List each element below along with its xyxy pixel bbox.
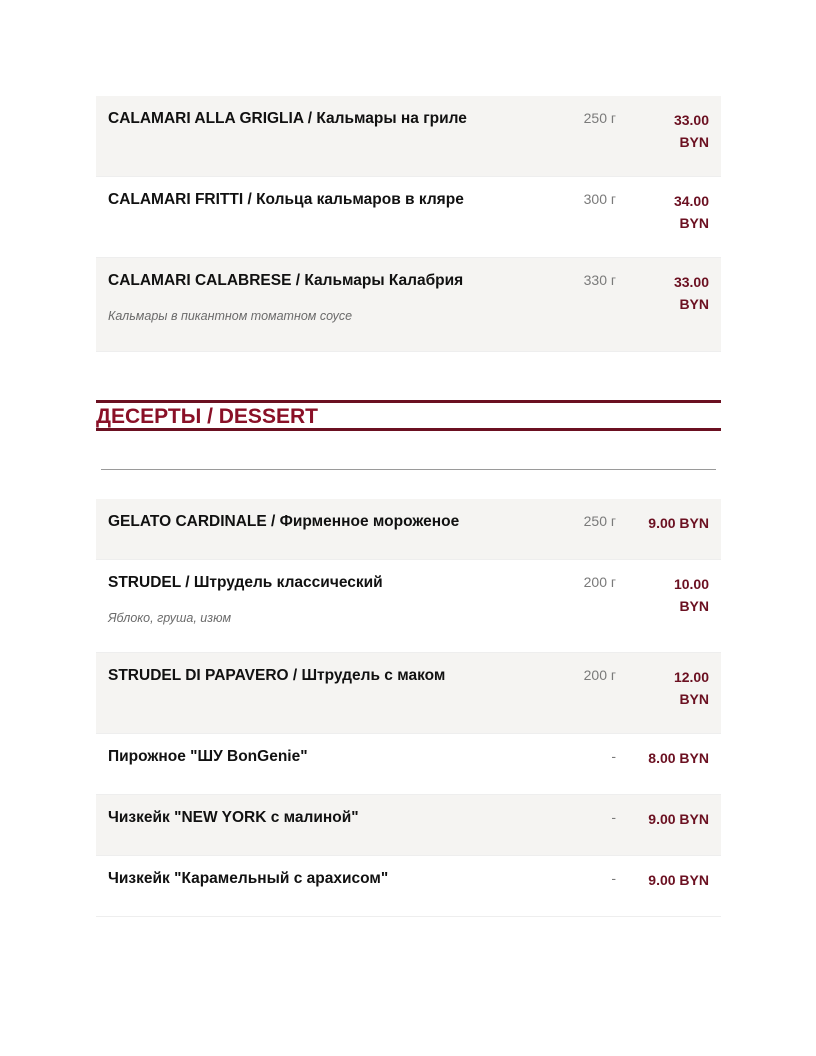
item-price: 34.00 BYN xyxy=(673,193,709,231)
item-description: Яблоко, груша, изюм xyxy=(108,611,232,625)
item-price: 9.00 BYN xyxy=(648,515,709,531)
item-price: 33.00 BYN xyxy=(673,112,709,150)
menu-item xyxy=(96,734,721,795)
item-price: 10.00 BYN xyxy=(673,576,709,614)
menu-item xyxy=(96,795,721,856)
item-weight: - xyxy=(611,870,616,886)
menu-item xyxy=(96,653,721,734)
item-weight: - xyxy=(611,809,616,825)
item-name: Чизкейк "Карамельный с арахисом" xyxy=(108,870,389,887)
item-name: STRUDEL DI PAPAVERO / Штрудель с маком xyxy=(108,667,446,684)
item-name: CALAMARI ALLA GRIGLIA / Кальмары на гриле xyxy=(108,110,467,127)
item-price: 9.00 BYN xyxy=(648,811,709,827)
menu-item xyxy=(96,96,721,177)
item-price: 33.00 BYN xyxy=(673,274,709,312)
item-weight: 200 г xyxy=(583,574,616,590)
item-price: 12.00 BYN xyxy=(673,669,709,707)
item-name: Чизкейк "NEW YORK с малиной" xyxy=(108,809,359,826)
menu-item xyxy=(96,856,721,917)
item-price: 9.00 BYN xyxy=(648,872,709,888)
item-name: Пирожное "ШУ BonGenie" xyxy=(108,748,308,765)
divider xyxy=(101,469,716,470)
item-price: 8.00 BYN xyxy=(648,750,709,766)
item-weight: 300 г xyxy=(583,191,616,207)
category-title: ДЕСЕРТЫ / DESSERT xyxy=(96,405,318,428)
menu-item xyxy=(96,177,721,258)
item-name: GELATO CARDINALE / Фирменное мороженое xyxy=(108,513,460,530)
squid-menu-list xyxy=(96,96,721,352)
item-description: Кальмары в пикантном томатном соусе xyxy=(108,309,353,323)
item-weight: 250 г xyxy=(583,513,616,529)
item-weight: 330 г xyxy=(583,272,616,288)
item-name: CALAMARI CALABRESE / Кальмары Калабрия xyxy=(108,272,464,289)
item-weight: 200 г xyxy=(583,667,616,683)
dessert-menu-list xyxy=(96,499,721,917)
item-weight: - xyxy=(611,748,616,764)
menu-item xyxy=(96,258,721,352)
menu-item xyxy=(96,560,721,653)
item-name: STRUDEL / Штрудель классический xyxy=(108,574,383,591)
menu-item xyxy=(96,499,721,560)
category-header xyxy=(96,400,721,431)
item-name: CALAMARI FRITTI / Кольца кальмаров в кляре xyxy=(108,191,464,208)
item-weight: 250 г xyxy=(583,110,616,126)
